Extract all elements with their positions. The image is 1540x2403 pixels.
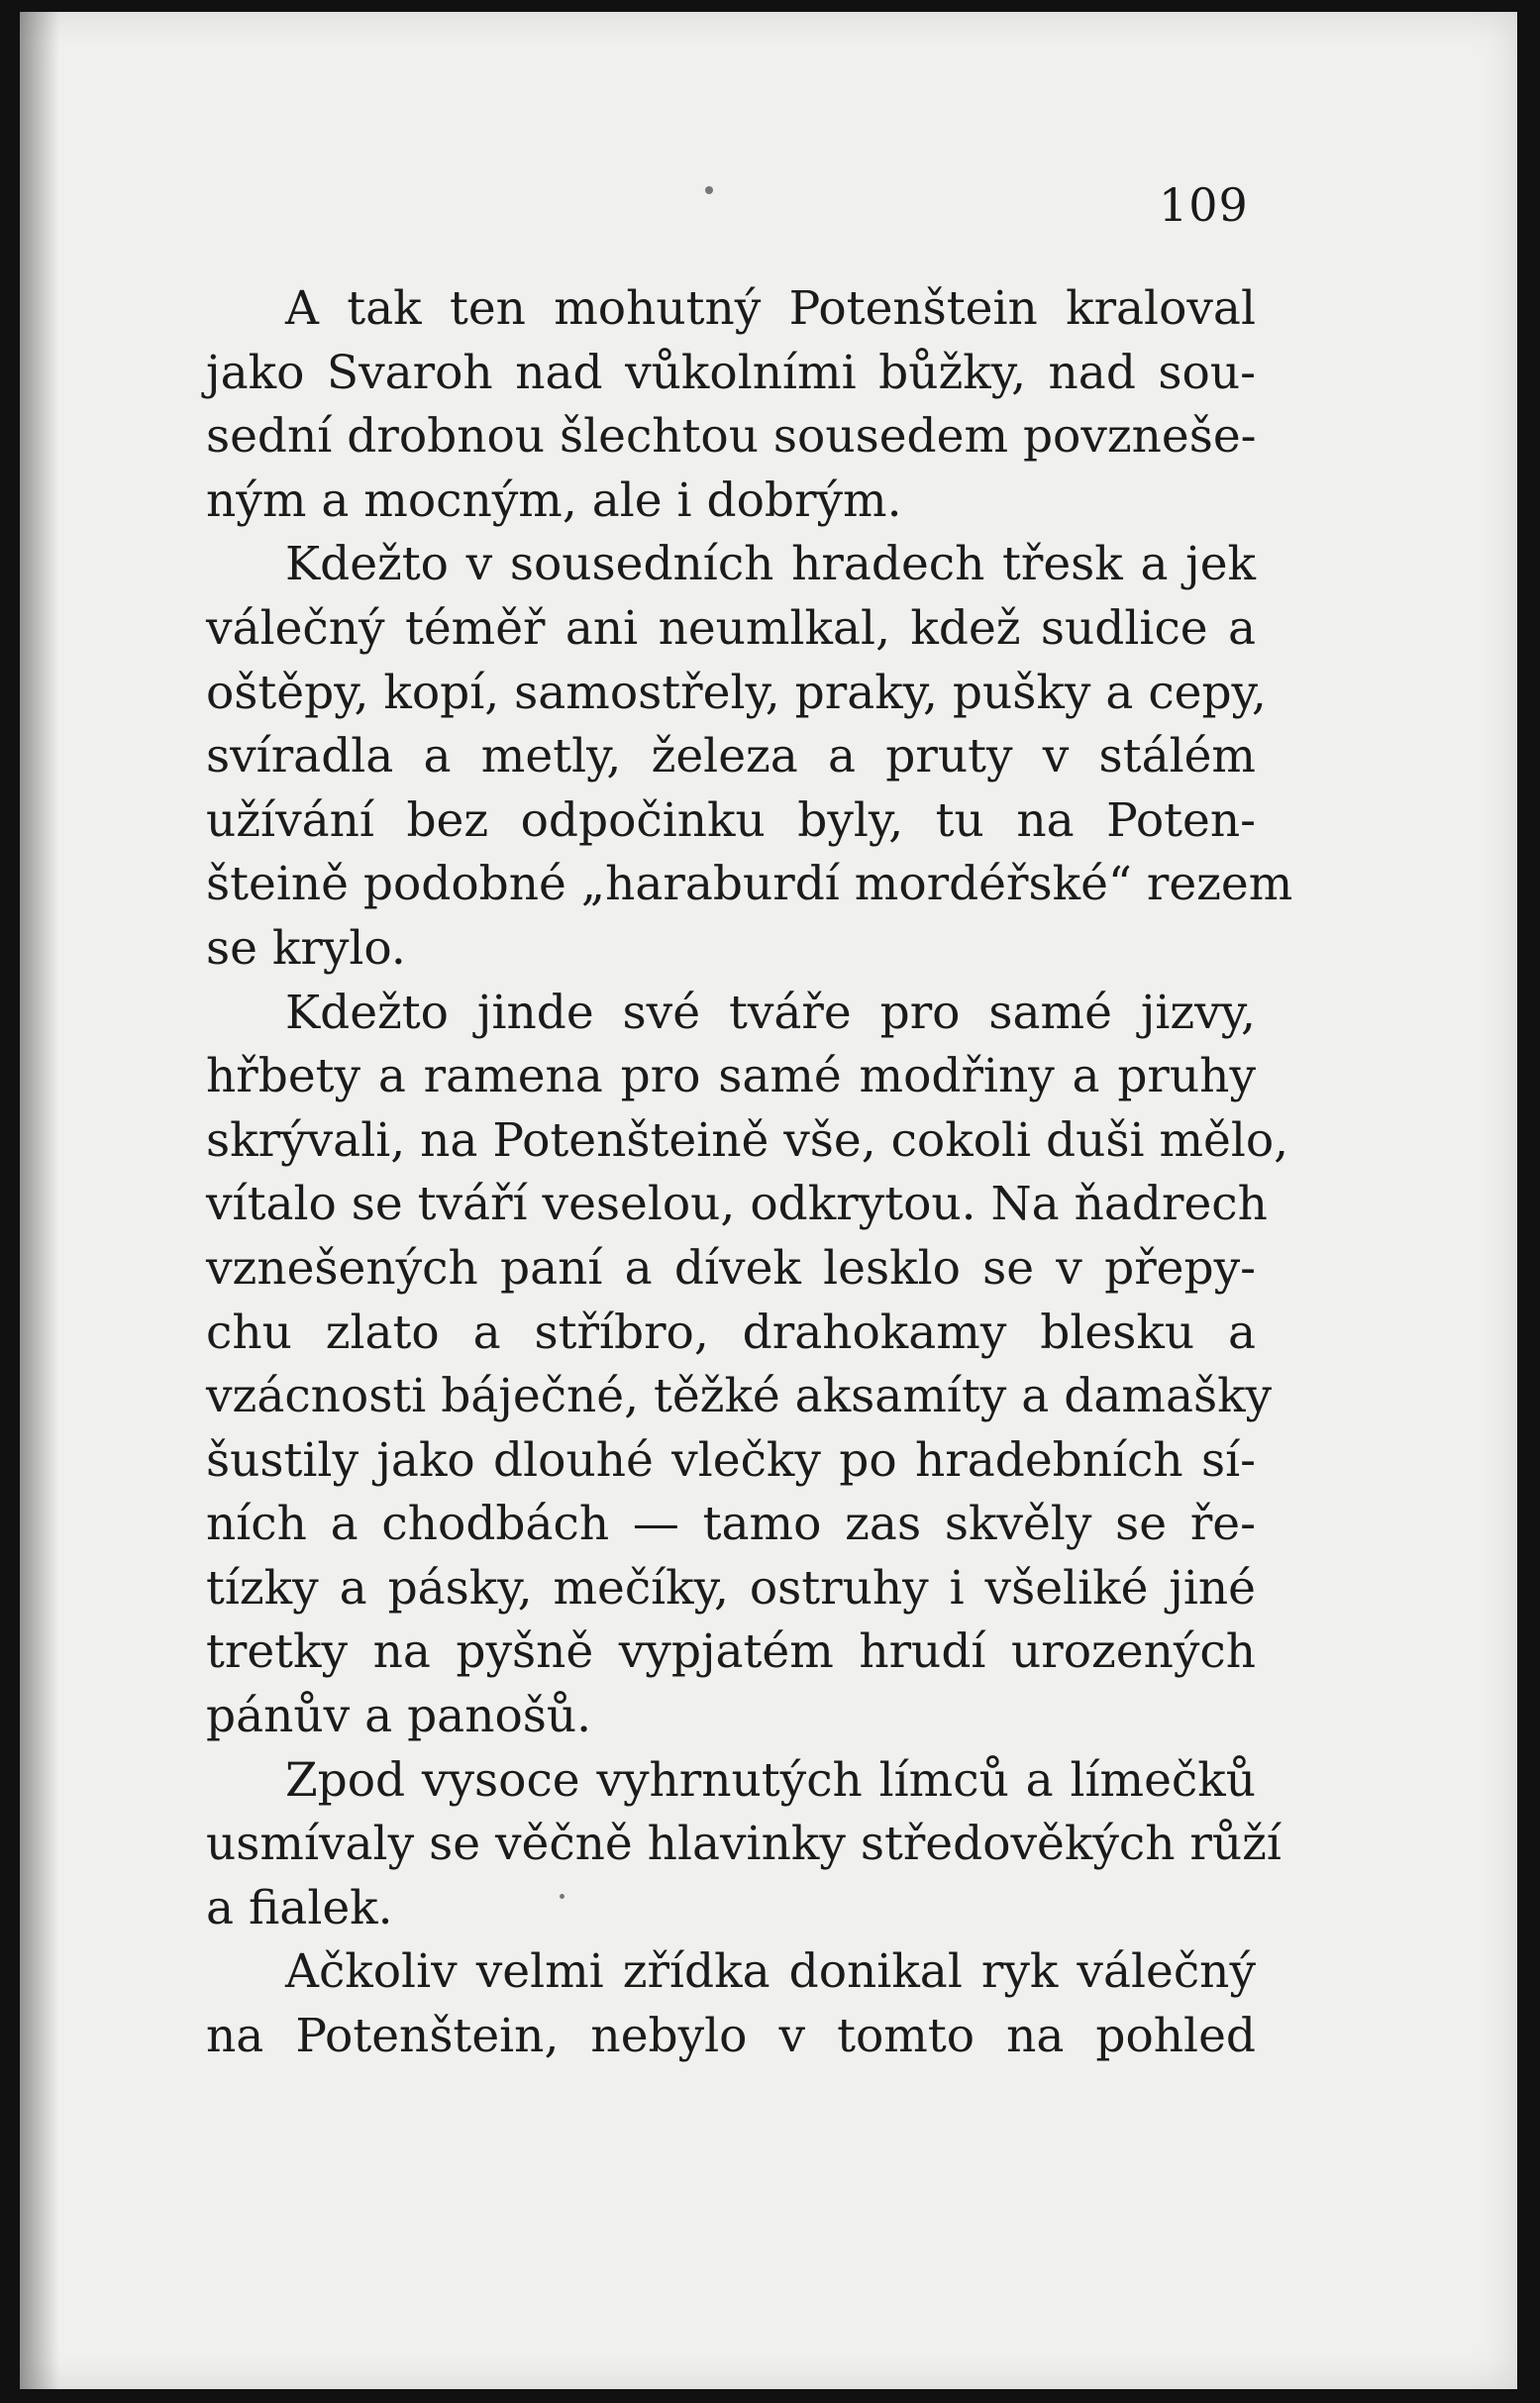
text-line: ným a mocným, ale i dobrým.	[206, 472, 902, 528]
paragraph	[206, 982, 1289, 1749]
text-line: vítalo se tváří veselou, odkrytou. Na ňadrech	[206, 1177, 1268, 1232]
text-line: pánův a panošů.	[206, 1689, 592, 1744]
text-line: válečný téměř ani neumlkal, kdež sudlice a	[206, 600, 1256, 656]
paragraph	[206, 533, 1293, 981]
text-line: oštěpy, kopí, samostřely, praky, pušky a cepy,	[206, 665, 1267, 720]
text-line: Ačkoliv velmi zřídka donikal ryk válečný	[285, 1944, 1256, 2000]
text-line: vznešených paní a dívek lesklo se v přepy-	[206, 1240, 1256, 1296]
paragraph	[206, 1940, 1256, 2068]
page-number: 109	[1159, 178, 1249, 232]
text-line: chu zlato a stříbro, drahokamy blesku a	[206, 1305, 1256, 1360]
text-line: a fialek.	[206, 1880, 393, 1935]
text-line: na Potenštein, nebylo v tomto na pohled	[206, 2009, 1256, 2064]
text-line: skrývali, na Potenšteině vše, cokoli duši mělo,	[206, 1112, 1289, 1168]
text-line: sední drobnou šlechtou sousedem povzneše-	[206, 409, 1257, 465]
text-line: šustily jako dlouhé vlečky po hradebních sí-	[206, 1432, 1256, 1488]
text-line: ních a chodbách — tamo zas skvěly se ře-	[206, 1497, 1256, 1552]
text-line: tretky na pyšně vypjatém hrudí urozených	[206, 1624, 1256, 1680]
paragraph	[206, 277, 1256, 533]
text-line: šteině podobné „haraburdí mordéřské“ rezem	[206, 857, 1293, 912]
text-line: usmívaly se věčně hlavinky středověkých růží	[206, 1817, 1282, 1872]
text-line: tízky a pásky, mečíky, ostruhy i všeliké jiné	[206, 1560, 1256, 1616]
text-line: vzácnosti báječné, těžké aksamíty a damašky	[206, 1369, 1273, 1424]
body-text	[206, 277, 1293, 2069]
text-line: se krylo.	[206, 920, 406, 976]
text-line: jako Svaroh nad vůkolními bůžky, nad sou-	[206, 345, 1256, 400]
text-line: svíradla a metly, železa a pruty v stálém	[206, 729, 1256, 784]
text-line: Kdežto jinde své tváře pro samé jizvy,	[285, 985, 1256, 1040]
text-line: Zpod vysoce vyhrnutých límců a límečků	[285, 1752, 1256, 1808]
paper-speck	[705, 186, 713, 194]
text-line: A tak ten mohutný Potenštein kraloval	[285, 281, 1256, 336]
text-line: užívání bez odpočinku byly, tu na Poten-	[206, 792, 1256, 848]
text-line: Kdežto v sousedních hradech třesk a jek	[285, 537, 1256, 592]
text-line: hřbety a ramena pro samé modřiny a pruhy	[206, 1049, 1256, 1104]
spine-shadow	[20, 12, 59, 2389]
paragraph	[206, 1749, 1282, 1941]
